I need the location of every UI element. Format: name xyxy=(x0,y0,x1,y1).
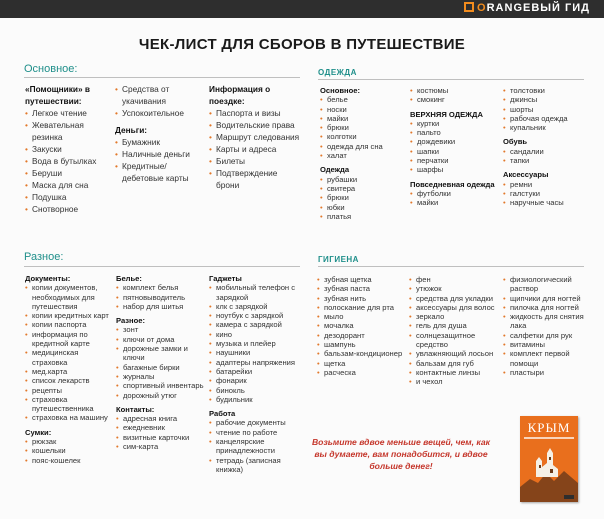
list-item: • ноутбук с зарядкой xyxy=(209,311,303,320)
list-item: • толстовки xyxy=(503,86,587,95)
list-item: • расческа xyxy=(317,368,407,377)
list-item: • юбки xyxy=(320,203,406,212)
brand-square-icon xyxy=(464,2,474,12)
list-item: • копии кредитных карт xyxy=(25,311,113,320)
list-item: • спортивный инвентарь xyxy=(116,381,206,390)
misc-col1-heading-2: Сумки: xyxy=(25,427,52,437)
list-item: • шампунь xyxy=(317,340,407,349)
list-item: • колготки xyxy=(320,132,406,141)
hygiene-col1 xyxy=(317,275,407,377)
list-item: • пилочка для ногтей xyxy=(503,303,589,312)
list-item: • Маска для сна xyxy=(25,179,113,191)
list-item: • тапки xyxy=(503,156,587,165)
list-item: • аксессуары для волос xyxy=(409,303,501,312)
list-item: • футболки xyxy=(410,189,500,198)
list-item: • наушники xyxy=(209,348,303,357)
main-col2-heading: Деньги: xyxy=(115,125,148,135)
section-misc-header: Разное: xyxy=(24,251,64,263)
list-item: • шорты xyxy=(503,105,587,114)
list-item: • Закуски xyxy=(25,143,113,155)
list-item: • физиологический раствор xyxy=(503,275,589,294)
list-item: • утюжок xyxy=(409,284,501,293)
hygiene-col3 xyxy=(503,275,589,377)
list-item: • мед.карта xyxy=(25,367,113,376)
hygiene-col1-list xyxy=(317,275,407,377)
list-item: • гель для душа xyxy=(409,321,501,330)
list-item: • список лекарств xyxy=(25,376,113,385)
list-item: • кино xyxy=(209,330,303,339)
list-item: • витамины xyxy=(503,340,589,349)
clothes-col2-list-1 xyxy=(410,86,500,105)
list-item: • щипчики для ногтей xyxy=(503,294,589,303)
list-item: • зонт xyxy=(116,325,206,334)
hygiene-col2 xyxy=(409,275,501,387)
list-item: • куртки xyxy=(410,119,500,128)
list-item: • дезодорант xyxy=(317,331,407,340)
list-item: • зеркало xyxy=(409,312,501,321)
brand-prefix: O xyxy=(477,2,487,14)
list-item: • батарейки xyxy=(209,367,303,376)
list-item: • зубная нить xyxy=(317,294,407,303)
list-item: • чтение по работе xyxy=(209,428,303,437)
list-item: • Маршрут следования xyxy=(209,131,301,143)
list-item: • Успокоительное xyxy=(115,107,203,119)
list-item: • майки xyxy=(320,114,406,123)
list-item: • копии паспорта xyxy=(25,320,113,329)
list-item: • камера с зарядкой xyxy=(209,320,303,329)
list-item: • Вода в бутылках xyxy=(25,155,113,167)
main-col1-heading: «Помощники» в путешествии: xyxy=(25,84,91,106)
list-item: • Жевательная резинка xyxy=(25,119,113,143)
list-item: • сандалии xyxy=(503,147,587,156)
main-col2-list-2 xyxy=(115,136,203,184)
misc-col3-heading-1: Гаджеты xyxy=(209,274,242,283)
list-item: • рюкзак xyxy=(25,437,113,446)
list-item: • копии документов, необходимых для путешествия xyxy=(25,283,113,311)
list-item: • багажные бирки xyxy=(116,363,206,372)
hygiene-col3-list xyxy=(503,275,589,377)
main-col3 xyxy=(209,83,301,191)
list-item: • солнцезащитное средство xyxy=(409,331,501,350)
list-item: • платья xyxy=(320,212,406,221)
list-item: • пояс-кошелек xyxy=(25,456,113,465)
misc-col2-heading-2: Разное: xyxy=(116,316,146,326)
list-item: • бинокль xyxy=(209,386,303,395)
list-item: • контактные линзы xyxy=(409,368,501,377)
brand-logo xyxy=(464,2,590,14)
list-item: • наручные часы xyxy=(503,198,587,207)
list-item: • сим-карта xyxy=(116,442,206,451)
list-item: • полоскание для рта xyxy=(317,303,407,312)
list-item: • набор для шитья xyxy=(116,302,206,311)
list-item: • пятновыводитель xyxy=(116,293,206,302)
list-item: • дорожный утюг xyxy=(116,391,206,400)
list-item: • мочалка xyxy=(317,321,407,330)
list-item: • средства для укладки xyxy=(409,294,501,303)
list-item: • комплект белья xyxy=(116,283,206,292)
list-item: • кошельки xyxy=(25,446,113,455)
list-item: • зубная паста xyxy=(317,284,407,293)
misc-col1-heading-1: Документы: xyxy=(25,274,71,283)
misc-col2-list-3 xyxy=(116,414,206,451)
list-item: • медицинская страховка xyxy=(25,348,113,367)
list-item: • Легкое чтение xyxy=(25,107,113,119)
list-item: • майки xyxy=(410,198,500,207)
list-item: • клк с зарядкой xyxy=(209,302,303,311)
book-title: КРЫМ xyxy=(527,420,571,435)
list-item: • смокинг xyxy=(410,95,500,104)
list-item: • канцелярские принадлежности xyxy=(209,437,303,456)
clothes-col3-list-3 xyxy=(503,180,587,208)
list-item: • Подтверждение брони xyxy=(209,167,301,191)
section-clothes-header: ОДЕЖДА xyxy=(318,68,357,77)
clothes-col3-list-1 xyxy=(503,86,587,132)
list-item: • Бумажник xyxy=(115,136,203,148)
list-item: • Водительские права xyxy=(209,119,301,131)
clothes-col3 xyxy=(503,86,587,208)
list-item: • жидкость для снятия лака xyxy=(503,312,589,331)
list-item: • одежда для сна xyxy=(320,142,406,151)
book-subtitle-line xyxy=(524,437,574,439)
clothes-col3-list-2 xyxy=(503,147,587,166)
list-item: • дождевики xyxy=(410,137,500,146)
misc-col3-list-1 xyxy=(209,283,303,404)
list-item: • визитные карточки xyxy=(116,433,206,442)
brand-text: RANGEВЫЙ ГИД xyxy=(486,2,590,14)
list-item: • Снотворное xyxy=(25,203,113,215)
list-item: • адаптеры напряжения xyxy=(209,358,303,367)
guidebook-cover xyxy=(520,416,578,502)
list-item: • шапки xyxy=(410,147,500,156)
misc-col2-heading-1: Белье: xyxy=(116,274,142,283)
misc-col1 xyxy=(25,274,113,465)
clothes-col3-heading-2: Аксессуары xyxy=(503,170,549,180)
list-item: • брюки xyxy=(320,123,406,132)
list-item: • Подушка xyxy=(25,191,113,203)
clothes-col2-list-2 xyxy=(410,119,500,175)
list-item: • фонарик xyxy=(209,376,303,385)
list-item: • брюки xyxy=(320,193,406,202)
misc-col1-list-1 xyxy=(25,283,113,422)
clothes-col2-heading-2: Повседневная одежда xyxy=(410,179,495,189)
clothes-col1-heading-2: Одежда xyxy=(320,165,350,175)
list-item: • тетрадь (записная книжка) xyxy=(209,456,303,475)
main-col3-list xyxy=(209,107,301,191)
list-item: • шарфы xyxy=(410,165,500,174)
list-item: • рубашки xyxy=(320,175,406,184)
list-item: • музыка и плейер xyxy=(209,339,303,348)
book-castle-illustration xyxy=(520,443,578,502)
list-item: • Билеты xyxy=(209,155,301,167)
clothes-col2 xyxy=(410,86,500,208)
list-item: • салфетки для рук xyxy=(503,331,589,340)
top-bar xyxy=(0,0,604,18)
misc-col2 xyxy=(116,274,206,451)
list-item: • мобильный телефон с зарядкой xyxy=(209,283,303,302)
misc-col2-heading-3: Контакты: xyxy=(116,404,155,414)
clothes-col3-heading-1: Обувь xyxy=(503,137,528,147)
list-item: • Беруши xyxy=(25,167,113,179)
list-item: • журналы xyxy=(116,372,206,381)
main-col2 xyxy=(115,83,203,184)
list-item: • купальник xyxy=(503,123,587,132)
list-item: • страховка на машину xyxy=(25,413,113,422)
list-item: • рецепты xyxy=(25,386,113,395)
list-item: • Паспорта и визы xyxy=(209,107,301,119)
section-clothes-rule xyxy=(318,79,584,80)
section-main-rule xyxy=(24,77,300,78)
hygiene-col2-list xyxy=(409,275,501,387)
misc-col3-list-2 xyxy=(209,418,303,474)
list-item: • рабочая одежда xyxy=(503,114,587,123)
list-item: • информация по кредитной карте xyxy=(25,330,113,349)
list-item: • свитера xyxy=(320,184,406,193)
list-item: • перчатки xyxy=(410,156,500,165)
list-item: • халат xyxy=(320,151,406,160)
clothes-col1-list-1 xyxy=(320,95,406,160)
main-col1 xyxy=(25,83,113,215)
list-item: • Наличные деньги xyxy=(115,148,203,160)
list-item: • белье xyxy=(320,95,406,104)
list-item: • и чехол xyxy=(409,377,501,386)
list-item: • костюмы xyxy=(410,86,500,95)
list-item: • комплект первой помощи xyxy=(503,349,589,368)
list-item: • щетка xyxy=(317,359,407,368)
list-item: • адресная книга xyxy=(116,414,206,423)
list-item: • бальзам-кондиционер xyxy=(317,349,407,358)
misc-col2-list-1 xyxy=(116,283,206,311)
list-item: • пальто xyxy=(410,128,500,137)
section-hygiene-rule xyxy=(318,266,584,267)
list-item: • ежедневник xyxy=(116,423,206,432)
section-hygiene-header: ГИГИЕНА xyxy=(318,255,359,264)
misc-col1-list-2 xyxy=(25,437,113,465)
list-item: • увлажняющий лосьон xyxy=(409,349,501,358)
list-item: • фен xyxy=(409,275,501,284)
list-item: • зубная щетка xyxy=(317,275,407,284)
misc-col3-heading-2: Работа xyxy=(209,409,236,419)
main-col3-heading: Информация о поездке: xyxy=(209,84,271,106)
misc-col3 xyxy=(209,274,303,474)
list-item: • бальзам для губ xyxy=(409,359,501,368)
advice-note: Возьмите вдвое меньше вещей, чем, как вы думаете, вам понадобится, и вдвое больше денег! xyxy=(311,437,491,471)
main-col1-list xyxy=(25,107,113,215)
main-col2-list-1 xyxy=(115,83,203,119)
clothes-col1-list-2 xyxy=(320,175,406,221)
list-item: • носки xyxy=(320,105,406,114)
list-item: • ремни xyxy=(503,180,587,189)
section-misc-rule xyxy=(24,266,300,267)
misc-col2-list-2 xyxy=(116,325,206,399)
section-main-header: Основное: xyxy=(24,63,78,75)
list-item: • страховка путешественника xyxy=(25,395,113,414)
list-item: • джинсы xyxy=(503,95,587,104)
list-item: • ключи от дома xyxy=(116,335,206,344)
list-item: • будильник xyxy=(209,395,303,404)
list-item: • Карты и адреса xyxy=(209,143,301,155)
list-item: • пластыри xyxy=(503,368,589,377)
clothes-col1-heading-1: Основное: xyxy=(320,86,361,95)
list-item: • Средства от укачивания xyxy=(115,83,203,107)
list-item: • мыло xyxy=(317,312,407,321)
page-title: ЧЕК-ЛИСТ ДЛЯ СБОРОВ В ПУТЕШЕСТВИЕ xyxy=(138,36,466,53)
list-item: • Кредитные/ дебетовые карты xyxy=(115,160,203,184)
list-item: • галстуки xyxy=(503,189,587,198)
list-item: • рабочие документы xyxy=(209,418,303,427)
list-item: • дорожные замки и ключи xyxy=(116,344,206,363)
clothes-col2-list-3 xyxy=(410,189,500,208)
clothes-col1 xyxy=(320,86,406,221)
clothes-col2-heading-1: ВЕРХНЯЯ ОДЕЖДА xyxy=(410,109,483,119)
